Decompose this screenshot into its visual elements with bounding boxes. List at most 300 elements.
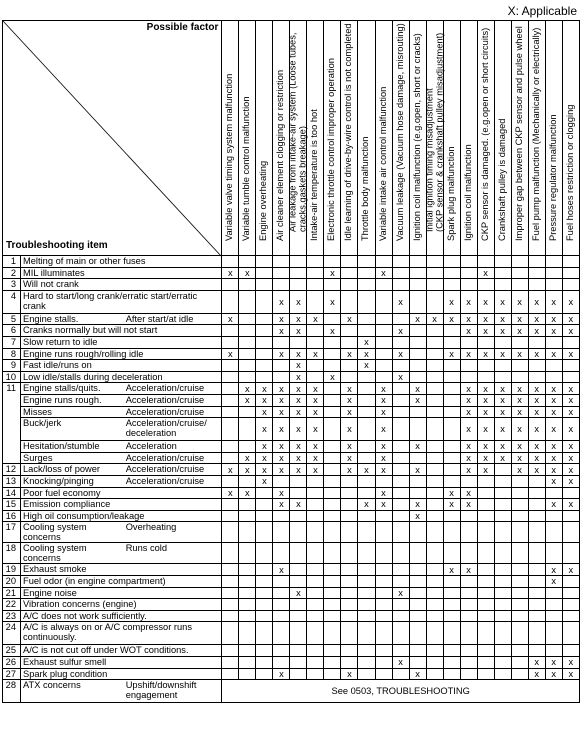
applicable-cell xyxy=(239,656,256,668)
factor-label: Improper gap between CKP sensor and pulse wheel xyxy=(513,26,524,242)
factor-header xyxy=(358,21,375,256)
applicable-cell: x xyxy=(494,348,511,360)
applicable-cell: x xyxy=(460,564,477,576)
table-row xyxy=(3,325,580,337)
applicable-cell xyxy=(409,656,426,668)
applicable-cell xyxy=(392,564,409,576)
applicable-cell: x xyxy=(409,313,426,325)
applicable-cell xyxy=(239,543,256,564)
applicable-cell xyxy=(324,348,341,360)
applicable-cell xyxy=(358,475,375,487)
applicable-cell xyxy=(409,325,426,337)
applicable-cell xyxy=(239,279,256,291)
applicable-cell: x xyxy=(273,406,290,418)
applicable-cell xyxy=(358,668,375,680)
applicable-cell xyxy=(375,656,392,668)
applicable-cell xyxy=(477,510,494,522)
applicable-cell xyxy=(324,452,341,464)
applicable-cell xyxy=(222,599,239,611)
troubleshooting-item: High oil consumption/leakage xyxy=(21,510,222,522)
applicable-cell xyxy=(494,668,511,680)
applicable-cell xyxy=(392,499,409,511)
applicable-cell xyxy=(494,645,511,657)
item-condition: Runs cold xyxy=(124,543,222,564)
applicable-cell xyxy=(324,499,341,511)
applicable-cell xyxy=(511,360,528,372)
applicable-cell xyxy=(239,645,256,657)
applicable-cell xyxy=(256,656,273,668)
row-number: 27 xyxy=(3,668,21,680)
applicable-cell xyxy=(324,406,341,418)
factor-header xyxy=(307,21,324,256)
applicable-cell xyxy=(426,543,443,564)
applicable-cell xyxy=(511,668,528,680)
applicable-cell: x xyxy=(545,383,562,395)
applicable-cell: x xyxy=(460,325,477,337)
applicable-cell xyxy=(460,656,477,668)
applicable-cell xyxy=(494,464,511,476)
applicable-cell xyxy=(239,348,256,360)
applicable-cell xyxy=(528,510,545,522)
applicable-cell: x xyxy=(562,313,579,325)
applicable-cell xyxy=(256,325,273,337)
applicable-cell: x xyxy=(528,464,545,476)
row-number: 1 xyxy=(3,256,21,268)
applicable-cell: x xyxy=(358,348,375,360)
applicable-cell: x xyxy=(290,325,307,337)
troubleshooting-item: Misses xyxy=(21,406,124,418)
applicable-cell xyxy=(239,610,256,622)
applicable-cell: x xyxy=(375,441,392,453)
applicable-cell xyxy=(375,599,392,611)
applicable-cell xyxy=(545,645,562,657)
applicable-cell xyxy=(562,645,579,657)
applicable-cell xyxy=(375,371,392,383)
applicable-cell xyxy=(256,564,273,576)
applicable-cell xyxy=(494,622,511,645)
applicable-cell xyxy=(477,645,494,657)
applicable-cell xyxy=(392,383,409,395)
table-row xyxy=(3,452,580,464)
possible-factor-label: Possible factor xyxy=(146,22,219,33)
applicable-cell xyxy=(273,256,290,268)
applicable-cell xyxy=(545,267,562,279)
applicable-cell xyxy=(307,360,324,372)
applicable-cell xyxy=(222,564,239,576)
applicable-cell xyxy=(409,475,426,487)
applicable-cell xyxy=(375,522,392,543)
applicable-cell xyxy=(426,464,443,476)
applicable-cell xyxy=(562,267,579,279)
applicable-cell xyxy=(358,256,375,268)
factor-label: Air leakage from intake-air system (Loose tubes, cracks,gaskets breakage) xyxy=(287,32,308,232)
applicable-cell: x xyxy=(460,499,477,511)
applicable-cell: x xyxy=(273,325,290,337)
applicable-cell xyxy=(460,522,477,543)
applicable-cell xyxy=(341,475,358,487)
applicable-cell: x xyxy=(460,383,477,395)
applicable-cell xyxy=(341,256,358,268)
applicable-cell xyxy=(562,487,579,499)
applicable-cell xyxy=(494,610,511,622)
applicable-cell xyxy=(511,543,528,564)
applicable-cell xyxy=(341,290,358,313)
applicable-cell xyxy=(545,336,562,348)
applicable-cell: x xyxy=(494,406,511,418)
applicable-cell xyxy=(307,668,324,680)
applicable-cell xyxy=(409,360,426,372)
applicable-cell xyxy=(426,475,443,487)
applicable-cell xyxy=(528,487,545,499)
applicable-cell xyxy=(358,383,375,395)
applicable-cell xyxy=(239,564,256,576)
applicable-cell xyxy=(392,394,409,406)
applicable-cell xyxy=(358,487,375,499)
applicable-cell: x xyxy=(273,313,290,325)
applicable-cell: x xyxy=(409,441,426,453)
applicable-cell xyxy=(256,371,273,383)
applicable-cell xyxy=(358,441,375,453)
applicable-cell xyxy=(290,645,307,657)
applicable-cell: x xyxy=(307,383,324,395)
applicable-cell xyxy=(426,360,443,372)
applicable-cell: x xyxy=(545,418,562,441)
applicable-cell: x xyxy=(511,441,528,453)
applicable-cell xyxy=(358,267,375,279)
applicable-cell xyxy=(494,543,511,564)
item-condition: Acceleration xyxy=(124,441,222,453)
applicable-cell xyxy=(392,622,409,645)
applicable-cell xyxy=(256,510,273,522)
applicable-cell xyxy=(375,313,392,325)
table-row xyxy=(3,464,580,476)
applicable-cell: x xyxy=(477,313,494,325)
applicable-cell: x xyxy=(341,383,358,395)
troubleshooting-item: Fast idle/runs on xyxy=(21,360,222,372)
applicable-cell xyxy=(324,464,341,476)
applicable-cell xyxy=(443,267,460,279)
applicable-cell xyxy=(324,256,341,268)
applicable-cell xyxy=(443,599,460,611)
applicable-cell: x xyxy=(307,441,324,453)
row-number: 5 xyxy=(3,313,21,325)
applicable-cell xyxy=(341,587,358,599)
row-number: 12 xyxy=(3,464,21,476)
applicable-cell: x xyxy=(341,441,358,453)
applicable-cell xyxy=(256,499,273,511)
factor-label: Ignition coil malfunction xyxy=(462,144,473,242)
applicable-cell xyxy=(511,499,528,511)
applicable-cell: x xyxy=(290,464,307,476)
applicable-cell xyxy=(273,610,290,622)
applicable-cell: x xyxy=(443,499,460,511)
factor-label: Fuel hoses restriction or clogging xyxy=(564,104,575,242)
applicable-cell: x xyxy=(562,475,579,487)
applicable-cell: x xyxy=(273,383,290,395)
applicable-cell xyxy=(545,622,562,645)
applicable-cell xyxy=(358,510,375,522)
applicable-cell xyxy=(477,371,494,383)
applicable-cell xyxy=(239,336,256,348)
applicable-cell xyxy=(392,360,409,372)
applicable-cell xyxy=(358,290,375,313)
applicable-cell xyxy=(426,522,443,543)
applicable-cell xyxy=(222,256,239,268)
applicable-cell xyxy=(222,543,239,564)
applicable-cell xyxy=(562,336,579,348)
applicable-cell xyxy=(358,587,375,599)
applicable-cell xyxy=(273,279,290,291)
applicable-cell xyxy=(409,406,426,418)
applicable-cell xyxy=(443,256,460,268)
troubleshooting-item: A/C is not cut off under WOT conditions. xyxy=(21,645,222,657)
applicable-cell: x xyxy=(562,499,579,511)
applicable-cell xyxy=(358,394,375,406)
row-number: 6 xyxy=(3,325,21,337)
applicable-cell xyxy=(545,599,562,611)
applicable-cell xyxy=(392,487,409,499)
factor-label: Fuel pump malfunction (Mechanically or electrically) xyxy=(530,27,541,242)
applicable-cell xyxy=(443,279,460,291)
applicable-cell: x xyxy=(341,348,358,360)
applicable-cell: x xyxy=(324,325,341,337)
applicable-cell xyxy=(358,610,375,622)
applicable-cell: x xyxy=(528,348,545,360)
applicable-cell xyxy=(256,522,273,543)
applicable-cell xyxy=(341,267,358,279)
applicable-cell: x xyxy=(341,406,358,418)
applicable-cell xyxy=(426,510,443,522)
item-condition: Acceleration/cruise xyxy=(124,475,222,487)
row-number: 20 xyxy=(3,576,21,588)
applicable-cell xyxy=(222,279,239,291)
applicable-cell xyxy=(409,645,426,657)
applicable-cell xyxy=(256,645,273,657)
item-condition: Acceleration/cruise xyxy=(124,383,222,395)
factor-label: Engine overheating xyxy=(258,161,269,242)
applicable-cell: x xyxy=(477,441,494,453)
applicable-cell xyxy=(341,599,358,611)
applicable-cell xyxy=(358,279,375,291)
applicable-cell: x xyxy=(290,587,307,599)
applicable-cell: x xyxy=(460,487,477,499)
applicable-cell xyxy=(511,371,528,383)
applicable-cell: x xyxy=(273,348,290,360)
applicable-cell xyxy=(562,510,579,522)
applicable-cell xyxy=(562,256,579,268)
factor-label: Variable intake air control malfunction xyxy=(377,86,388,242)
applicable-cell xyxy=(426,610,443,622)
applicable-cell xyxy=(494,360,511,372)
applicable-cell xyxy=(426,487,443,499)
applicable-cell xyxy=(324,394,341,406)
applicable-cell xyxy=(477,610,494,622)
applicable-cell: x xyxy=(528,656,545,668)
applicable-cell: x xyxy=(256,406,273,418)
applicable-cell xyxy=(477,256,494,268)
applicable-cell xyxy=(307,279,324,291)
table-row xyxy=(3,610,580,622)
applicable-cell: x xyxy=(256,452,273,464)
applicable-cell xyxy=(222,406,239,418)
row-number: 2 xyxy=(3,267,21,279)
applicable-cell xyxy=(239,510,256,522)
applicable-cell xyxy=(324,610,341,622)
applicable-cell xyxy=(562,371,579,383)
factor-header xyxy=(341,21,358,256)
applicable-cell xyxy=(494,267,511,279)
applicable-cell xyxy=(545,510,562,522)
applicable-cell xyxy=(477,564,494,576)
applicable-cell: x xyxy=(443,290,460,313)
troubleshooting-item: Will not crank xyxy=(21,279,222,291)
applicable-cell xyxy=(460,336,477,348)
applicable-cell xyxy=(239,668,256,680)
applicable-cell xyxy=(460,543,477,564)
applicable-cell: x xyxy=(358,499,375,511)
table-row xyxy=(3,656,580,668)
applicable-cell: x xyxy=(562,464,579,476)
applicable-cell xyxy=(426,499,443,511)
applicable-cell: x xyxy=(528,325,545,337)
applicable-cell xyxy=(256,290,273,313)
applicable-cell: x xyxy=(443,487,460,499)
applicable-cell xyxy=(358,522,375,543)
applicable-cell: x xyxy=(239,383,256,395)
applicable-cell xyxy=(426,336,443,348)
applicable-cell xyxy=(443,441,460,453)
applicable-cell: x xyxy=(239,452,256,464)
applicable-cell xyxy=(324,522,341,543)
applicable-cell xyxy=(307,475,324,487)
applicable-cell: x xyxy=(273,290,290,313)
factor-label: Idle learning of drive-by-wire control is not completed xyxy=(343,23,354,242)
row-number: 10 xyxy=(3,371,21,383)
applicable-cell xyxy=(426,325,443,337)
row-number: 23 xyxy=(3,610,21,622)
applicable-cell xyxy=(375,610,392,622)
applicable-cell xyxy=(375,645,392,657)
applicable-cell: x xyxy=(222,487,239,499)
applicable-cell xyxy=(341,543,358,564)
applicable-cell xyxy=(409,622,426,645)
applicable-cell xyxy=(341,576,358,588)
applicable-cell xyxy=(460,279,477,291)
applicable-cell xyxy=(239,360,256,372)
applicable-cell xyxy=(273,475,290,487)
applicable-cell: x xyxy=(392,348,409,360)
row-number: 14 xyxy=(3,487,21,499)
applicable-cell xyxy=(392,599,409,611)
applicable-cell xyxy=(443,522,460,543)
applicable-cell: x xyxy=(562,348,579,360)
applicable-cell xyxy=(426,441,443,453)
table-row xyxy=(3,441,580,453)
applicable-cell: x xyxy=(341,313,358,325)
applicable-cell xyxy=(477,656,494,668)
table-row xyxy=(3,290,580,313)
applicable-cell: x xyxy=(290,394,307,406)
applicable-cell xyxy=(460,256,477,268)
applicable-cell xyxy=(460,267,477,279)
applicable-cell xyxy=(562,622,579,645)
applicable-cell: x xyxy=(460,452,477,464)
applicable-cell: x xyxy=(273,464,290,476)
applicable-cell xyxy=(358,313,375,325)
applicable-cell: x xyxy=(511,394,528,406)
applicable-cell xyxy=(222,336,239,348)
applicable-cell xyxy=(375,587,392,599)
applicable-cell xyxy=(290,543,307,564)
applicable-cell xyxy=(528,371,545,383)
applicable-cell: x xyxy=(545,394,562,406)
applicable-cell: x xyxy=(358,464,375,476)
table-row xyxy=(3,313,580,325)
applicable-cell xyxy=(426,564,443,576)
troubleshooting-item: A/C does not work sufficiently. xyxy=(21,610,222,622)
applicable-cell xyxy=(341,622,358,645)
applicable-cell: x xyxy=(341,668,358,680)
applicable-cell xyxy=(324,360,341,372)
applicable-cell xyxy=(528,499,545,511)
applicable-cell xyxy=(511,622,528,645)
applicable-cell xyxy=(239,418,256,441)
applicable-cell xyxy=(460,668,477,680)
row-number: 28 xyxy=(3,680,21,703)
table-row xyxy=(3,668,580,680)
applicable-cell xyxy=(375,543,392,564)
applicable-cell xyxy=(341,510,358,522)
applicable-cell: x xyxy=(222,348,239,360)
table-row xyxy=(3,680,580,703)
applicable-cell: x xyxy=(477,464,494,476)
applicable-cell xyxy=(290,656,307,668)
applicable-cell xyxy=(443,406,460,418)
table-row xyxy=(3,371,580,383)
applicable-cell: x xyxy=(324,371,341,383)
applicable-cell xyxy=(392,576,409,588)
table-row xyxy=(3,406,580,418)
table-row xyxy=(3,576,580,588)
legend: X: Applicable xyxy=(507,4,577,18)
applicable-cell xyxy=(443,475,460,487)
factor-header xyxy=(477,21,494,256)
applicable-cell: x xyxy=(511,348,528,360)
applicable-cell: x xyxy=(409,668,426,680)
applicable-cell: x xyxy=(528,418,545,441)
applicable-cell: x xyxy=(358,360,375,372)
applicable-cell xyxy=(409,543,426,564)
troubleshooting-item: Emission compliance xyxy=(21,499,222,511)
applicable-cell xyxy=(324,587,341,599)
applicable-cell xyxy=(477,576,494,588)
applicable-cell: x xyxy=(562,564,579,576)
applicable-cell xyxy=(256,336,273,348)
applicable-cell xyxy=(341,645,358,657)
item-condition: Acceleration/cruise xyxy=(124,406,222,418)
applicable-cell: x xyxy=(375,394,392,406)
applicable-cell xyxy=(307,599,324,611)
applicable-cell xyxy=(307,499,324,511)
applicable-cell: x xyxy=(477,394,494,406)
troubleshooting-item: Vibration concerns (engine) xyxy=(21,599,222,611)
applicable-cell: x xyxy=(307,348,324,360)
applicable-cell: x xyxy=(375,383,392,395)
applicable-cell xyxy=(426,279,443,291)
applicable-cell xyxy=(273,522,290,543)
applicable-cell: x xyxy=(562,325,579,337)
applicable-cell xyxy=(494,499,511,511)
